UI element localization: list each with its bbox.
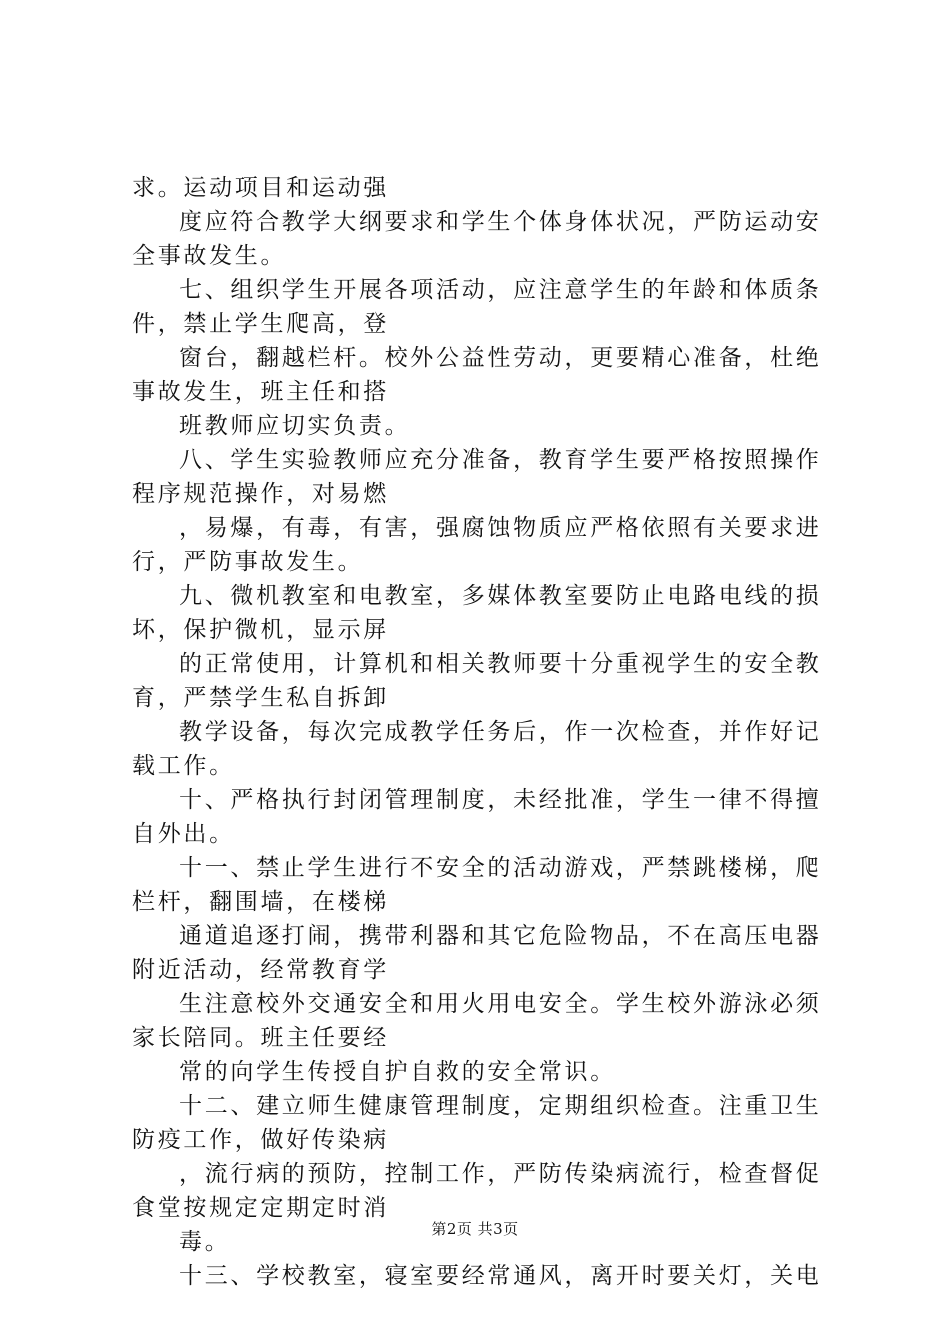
text-line: 九、微机教室和电教室，多媒体教室要防止电路电线的损 [179, 583, 822, 609]
page-footer: 第2页 共3页 [431, 1220, 519, 1238]
text-line: 窗台，翻越栏杆。校外公益性劳动，更要精心准备，杜绝 [179, 345, 822, 371]
document-body [132, 171, 832, 1293]
text-line: 栏杆，翻围墙，在楼梯 [132, 889, 389, 915]
text-line: 家长陪同。班主任要经 [132, 1025, 389, 1051]
text-line: 载工作。 [132, 753, 235, 779]
text-line: 常的向学生传授自护自救的安全常识。 [179, 1059, 616, 1085]
text-line: 程序规范操作，对易燃 [132, 481, 389, 507]
text-line: 自外出。 [132, 821, 235, 847]
text-line: 附近活动，经常教育学 [132, 957, 389, 983]
text-line: 育，严禁学生私自拆卸 [132, 685, 389, 711]
text-line: 全事故发生。 [132, 243, 287, 269]
text-line: 八、学生实验教师应充分准备，教育学生要严格按照操作 [179, 447, 822, 473]
text-line: 十一、禁止学生进行不安全的活动游戏，严禁跳楼梯，爬 [179, 855, 822, 881]
text-line: 七、组织学生开展各项活动，应注意学生的年龄和体质条 [179, 277, 822, 303]
text-line: ，易爆，有毒，有害，强腐蚀物质应严格依照有关要求进 [179, 515, 822, 541]
text-line: 的正常使用，计算机和相关教师要十分重视学生的安全教 [179, 651, 822, 677]
text-line: 毒。 [179, 1229, 231, 1255]
text-line: 件，禁止学生爬高，登 [132, 311, 389, 337]
text-line: 食堂按规定定期定时消 [132, 1195, 389, 1221]
text-line: 求。运动项目和运动强 [132, 175, 389, 201]
text-line: 通道追逐打闹，携带利器和其它危险物品，不在高压电器 [179, 923, 822, 949]
text-line: 事故发生，班主任和搭 [132, 379, 389, 405]
text-line: 班教师应切实负责。 [179, 413, 411, 439]
text-line: 防疫工作，做好传染病 [132, 1127, 389, 1153]
text-line: 行，严防事故发生。 [132, 549, 364, 575]
text-line: 度应符合教学大纲要求和学生个体身体状况，严防运动安 [179, 209, 822, 235]
text-line: ，流行病的预防，控制工作，严防传染病流行，检查督促 [179, 1161, 822, 1187]
text-line: 生注意校外交通安全和用火用电安全。学生校外游泳必须 [179, 991, 822, 1017]
text-line: 十、严格执行封闭管理制度，未经批准，学生一律不得擅 [179, 787, 822, 813]
text-line: 坏，保护微机，显示屏 [132, 617, 389, 643]
text-line: 教学设备，每次完成教学任务后，作一次检查，并作好记 [179, 719, 822, 745]
text-line: 十二、建立师生健康管理制度，定期组织检查。注重卫生 [179, 1093, 822, 1119]
text-line: 十三、学校教室，寝室要经常通风，离开时要关灯，关电 [179, 1263, 822, 1289]
